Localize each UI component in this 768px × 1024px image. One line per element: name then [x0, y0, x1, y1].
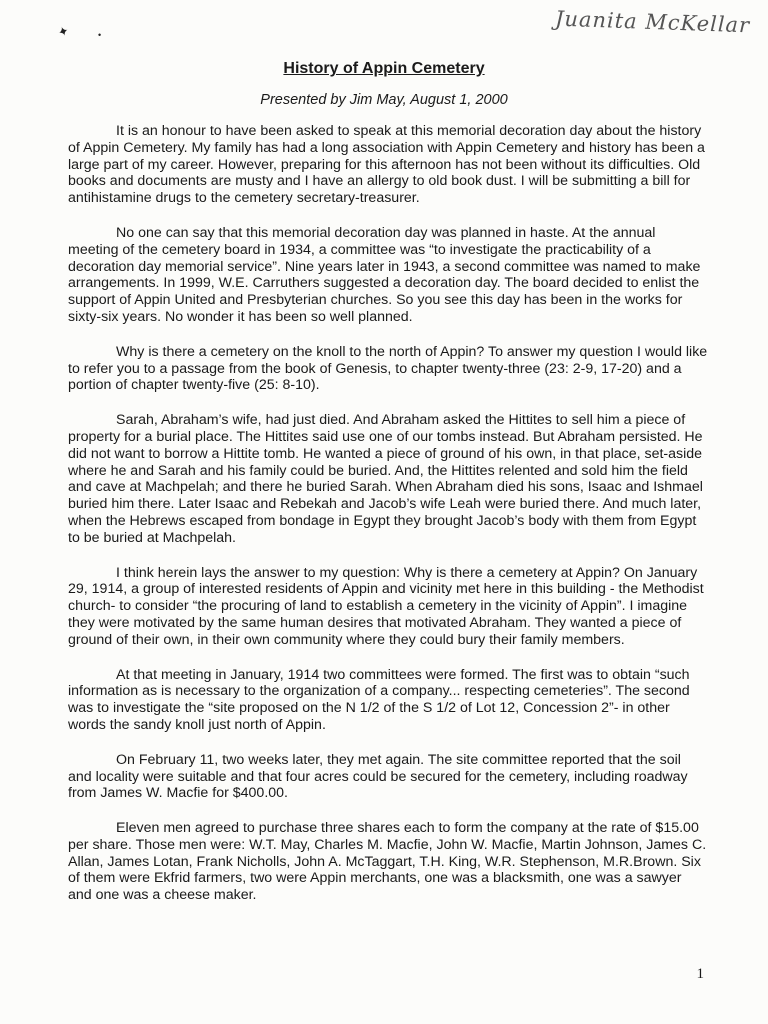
paragraph: On February 11, two weeks later, they met again. The site committee reported that the soil and locality were suitable and that four acres could be secured for the cemetery, including roadway from James W. Macfie for $400.00.: [68, 751, 688, 802]
document-body: [68, 123, 708, 922]
paragraph: At that meeting in January, 1914 two committees were formed. The first was to obtain “such information as is necessary to the organization of a company... respecting cemeteries”. The second was to investigate the “site proposed on the N 1/2 of the S 1/2 of Lot 12, Concession 2”- in other words the sandy knoll just north of Appin.: [68, 666, 690, 733]
document-subtitle: Presented by Jim May, August 1, 2000: [260, 92, 508, 108]
paragraph: No one can say that this memorial decoration day was planned in haste. At the annual meeting of the cemetery board in 1934, a committee was “to investigate the practicability of a decoration day memorial service”. Nine years later in 1943, a second committee was named to make arrangements. In 1999, W.E. Carruthers suggested a decoration day. The board decided to enlist the support of Appin United and Presbyterian churches. So you see this day has been in the works for sixty-six years. No wonder it has been so well planned.: [68, 224, 701, 325]
document-title: History of Appin Cemetery: [283, 60, 485, 77]
ink-mark: ✦: [55, 22, 71, 41]
paragraph: Sarah, Abraham’s wife, had just died. And Abraham asked the Hittites to sell him a piece of property for a burial place. The Hittites said use one of our tombs instead. But Abraham persisted. He did not want to borrow a Hittite tomb. He wanted a piece of ground of his own, in that place, set-aside where he and Sarah and his family could be buried. And, the Hittites relented and sold him the field and cave at Machpelah; and there he buried Sarah. When Abraham died his sons, Isaac and Ishmael buried him there. Later Isaac and Rebekah and Jacob’s wife Leah were buried there. And much later, when the Hebrews escaped from bondage in Egypt they brought Jacob’s body with them from Egypt to be buried at Machpelah.: [68, 412, 703, 546]
handwritten-signature: Juanita McKellar: [554, 6, 751, 38]
paragraph: Eleven men agreed to purchase three shares each to form the company at the rate of $15.00 per share. Those men were: W.T. May, Charles M. Macfie, John W. Macfie, Martin Johnson, James C. Allan, James Lotan, Frank Nicholls, John A. McTaggart, T.H. King, W.R. Stephenson, M.R.Brown. Six of them were Ekfrid farmers, two were Appin merchants, one was a blacksmith, one was a sawyer and one was a cheese maker.: [68, 820, 707, 904]
paragraph: Why is there a cemetery on the knoll to the north of Appin? To answer my question I would like to refer you to a passage from the book of Genesis, to chapter twenty-three (23: 2-9, 17-20) and a portion of chapter twenty-five (25: 8-10).: [68, 343, 708, 394]
paragraph: I think herein lays the answer to my question: Why is there a cemetery at Appin? On January 29, 1914, a group of interested residents of Appin and vicinity met here in this building - the Methodist church- to consider “the procuring of land to establish a cemetery in the vicinity of Appin”. I imagine they were motivated by the same human desires that motivated Abraham. They wanted a piece of ground of their own, in their own community where they could bury their family members.: [68, 564, 704, 648]
ink-mark: •: [98, 30, 102, 40]
paragraph: It is an honour to have been asked to speak at this memorial decoration day about the history of Appin Cemetery. My family has had a long association with Appin Cemetery and history has been a large part of my career. However, preparing for this afternoon has not been without its difficulties. Old books and documents are musty and I have an allergy to old book dust. I will be submitting a bill for antihistamine drugs to the cemetery secretary-treasurer.: [68, 123, 705, 207]
page-number: 1: [696, 966, 704, 982]
